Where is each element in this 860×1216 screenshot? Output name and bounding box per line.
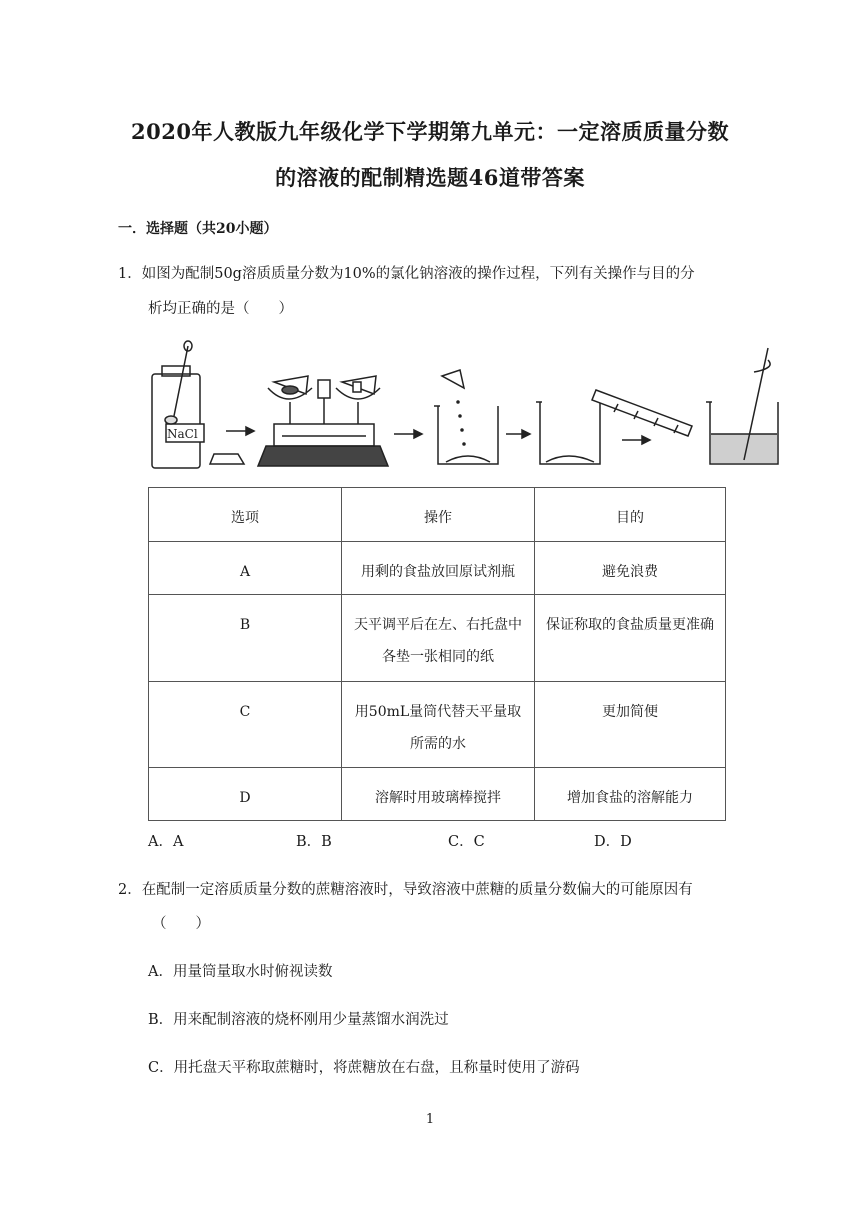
table-header-cell: 选项 — [149, 488, 342, 542]
question-1-text-line-1: 1．如图为配制50g溶质质量分数为10%的氯化钠溶液的操作过程，下列有关操作与目的分 — [118, 266, 695, 282]
table-cell: 用剩的食盐放回原试剂瓶 — [342, 542, 535, 595]
question-2-option-b: B．用来配制溶液的烧杯刚用少量蒸馏水润洗过 — [148, 1012, 449, 1028]
table-cell: B — [149, 595, 342, 682]
bottle-label: NaCl — [167, 427, 198, 441]
table-header-cell: 操作 — [342, 488, 535, 542]
table-header-row — [149, 488, 726, 542]
table-cell: 避免浪费 — [535, 542, 726, 595]
table-cell: D — [149, 768, 342, 821]
question-2-text-line-1: 2．在配制一定溶质质量分数的蔗糖溶液时，导致溶液中蔗糖的质量分数偏大的可能原因有 — [118, 882, 693, 898]
table-cell: 增加食盐的溶解能力 — [535, 768, 726, 821]
question-2-option-c: C．用托盘天平称取蔗糖时，将蔗糖放在右盘，且称量时使用了游码 — [148, 1060, 580, 1076]
table-cell: A — [149, 542, 342, 595]
table-cell: 保证称取的食盐质量更准确 — [535, 595, 726, 682]
table-row — [149, 542, 726, 595]
choice-b: B．B — [296, 834, 332, 850]
table-cell: C — [149, 682, 342, 768]
table-row — [149, 595, 726, 682]
table-row — [149, 682, 726, 768]
table-cell: 溶解时用玻璃棒搅拌 — [342, 768, 535, 821]
document-title-line-1: 2020年人教版九年级化学下学期第九单元：一定溶质质量分数 — [131, 119, 729, 144]
choice-c: C．C — [448, 834, 485, 850]
table-header-cell: 目的 — [535, 488, 726, 542]
question-2-option-a: A．用量筒量取水时俯视读数 — [148, 964, 333, 980]
table-cell: 更加简便 — [535, 682, 726, 768]
options-table — [148, 487, 726, 821]
bottle-stopper-icon — [210, 454, 244, 464]
arrow-icon — [394, 430, 422, 438]
arrow-icon — [506, 430, 530, 438]
question-1-text-line-2: 析均正确的是（ ） — [148, 301, 293, 317]
arrow-icon — [226, 427, 254, 435]
beaker-with-salt-icon — [434, 370, 498, 464]
table-row — [149, 768, 726, 821]
stirring-beaker-icon — [706, 348, 778, 464]
choice-d: D．D — [594, 834, 632, 850]
document-title-line-2: 的溶液的配制精选题46道带答案 — [275, 165, 585, 190]
experiment-procedure-figure — [148, 340, 782, 472]
reagent-bottle-icon — [152, 341, 204, 468]
arrow-icon — [622, 436, 650, 444]
page-number: 1 — [425, 1112, 435, 1127]
beaker-with-cylinder-icon — [536, 390, 692, 464]
choice-a: A．A — [148, 834, 184, 850]
section-heading: 一．选择题（共20小题） — [118, 221, 278, 237]
question-2-text-line-2: （ ） — [152, 916, 210, 932]
balance-scale-icon — [258, 376, 388, 466]
table-cell: 天平调平后在左、右托盘中各垫一张相同的纸 — [342, 595, 535, 682]
table-cell: 用50mL量筒代替天平量取所需的水 — [342, 682, 535, 768]
